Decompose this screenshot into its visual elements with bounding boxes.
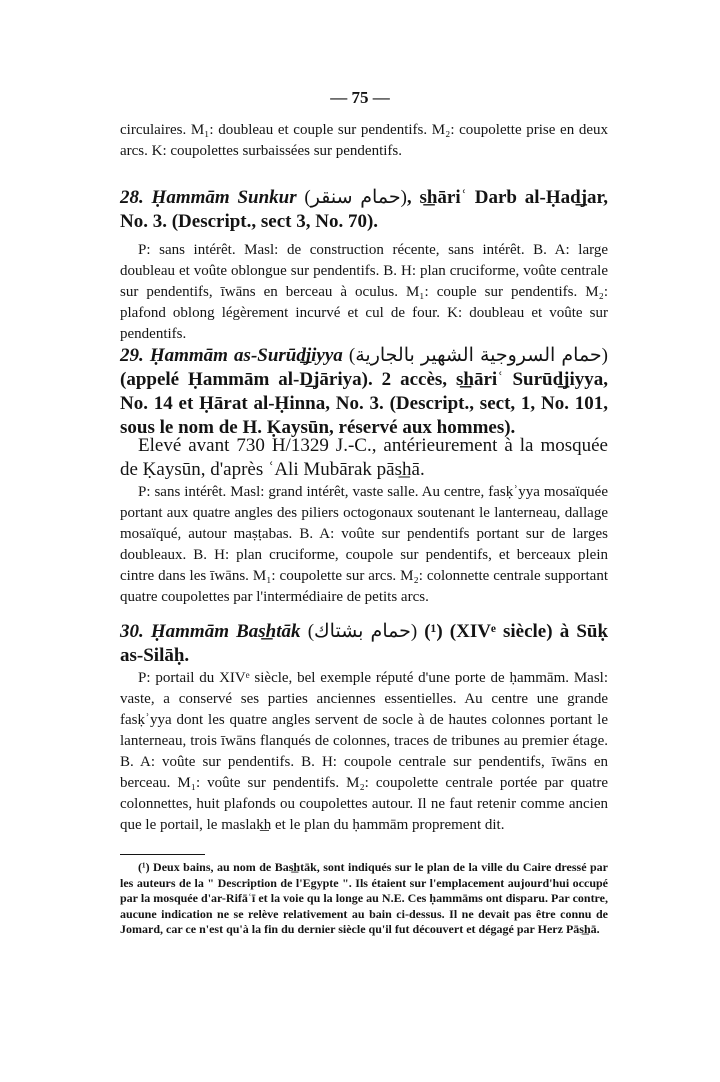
entry-29-title: 29. Ḥammām as-Surūd͟jiyya bbox=[120, 345, 343, 366]
entry-28-body: P: sans intérêt. Masl: de construction récente, sans intérêt. B. A: large doubleau et voûte oblongue sur pendentifs. B. H: plan cruciforme, voûte centrale sur pendentifs, īwāns en berceau à oculus. M₁: couple sur pendentifs. M₂: plafond oblong légèrement incurvé et cul de four. K: doubleau et voûte sur pendentifs. bbox=[120, 242, 608, 342]
footnote: (¹) Deux bains, au nom de Bas͟htāk, sont indiqués sur le plan de la ville du Caire dressé par les auteurs de la " Description de l'Egypte ". Ils étaient sur l'emplacement aujourd'hui occupé par la mosquée d'ar-Rifāʿī et la voie qu la longe au N.E. Ces ḥammāms ont disparu. Par contre, aucune indication ne se relève relativement au bain ci-dessus. Il ne devait pas être connu de Jomard, car ce n'est qu'à la fin du dernier siècle qu'il fut découvert et dégagé par Herz Pās͟hā. bbox=[120, 860, 608, 936]
entry-28-location: , s͟hāriʿ Darb al-Ḥad͟jar, No. 3. (Descript., sect 3, No. 70). bbox=[120, 187, 608, 232]
footnote-divider bbox=[120, 854, 205, 855]
entry-28-arabic: (حمام سنقر) bbox=[304, 187, 407, 208]
entry-29-arabic: (حمام السروجية الشهير بالجارية) bbox=[348, 345, 609, 366]
entry-30-body: P: portail du XIVᵉ siècle, bel exemple réputé d'une porte de ḥammām. Masl: vaste, a conservé ses parties anciennes essentielles. Au centre une grande fasḳʾyya dont les quatre angles servent de socle à de hautes colonnes portant le lanterneau, trois īwāns flanqués de colonnes, traces de tribunes au premier étage. B. A: voûte sur pendentifs. B. H: coupole centrale sur pendentifs, īwāns en berceau. M₁: voûte sur pendentifs. M₂: coupolette centrale portée par quatre colonnettes, huit plafonds ou coupolettes autour. Il ne faut retenir comme ancien que le portail, le maslak͟h et le plan du ḥammām proprement dit. bbox=[120, 670, 608, 833]
entry-28-heading bbox=[120, 186, 608, 234]
entry-29-body: P: sans intérêt. Masl: grand intérêt, vaste salle. Au centre, fasḳʾyya mosaïquée portant aux quatre angles des piliers octogonaux soutenant le lanterneau, dallage mosaïqué, autour maṣṭabas. B. A: voûte sur pendentifs portant sur de larges doubleaux. B. H: plan cruciforme, coupole sur pendentifs, et berceaux plein cintre dans les īwāns. M₁: coupolette sur arcs. M₂: colonnette centrale supportant quatre coupolettes par l'intermédiaire de petits arcs. bbox=[120, 484, 608, 605]
intro-paragraph: circulaires. M₁: doubleau et couple sur pendentifs. M₂: coupolette prise en deux arcs. K: coupolettes surbaissées sur pendentifs. bbox=[120, 122, 608, 159]
entry-30-title: 30. Ḥammām Bas͟htāk bbox=[120, 621, 301, 642]
entry-29-date-paragraph: Elevé avant 730 H/1329 J.-C., antérieurement à la mosquée de Ḳaysūn, d'après ʿAli Mubārak pās͟hā. bbox=[120, 435, 608, 480]
entry-30-location: (¹) (XIVᵉ siècle) à Sūḳ as-Silāḥ. bbox=[120, 621, 609, 666]
entry-30-arabic: (حمام بشتاك) bbox=[307, 621, 418, 642]
entry-30-heading bbox=[120, 620, 608, 668]
entry-29-location: (appelé Ḥammām al-D͟jāriya). 2 accès, s͟hāriʿ Surūd͟jiyya, No. 14 et Ḥārat al-Ḥinna, No. 3. (Descript., sect, 1, No. 101, sous le nom de H. Ḳaysūn, réservé aux hommes). bbox=[120, 369, 608, 438]
page-number: — 75 — bbox=[330, 88, 390, 107]
entry-28-title: 28. Ḥammām Sunkur bbox=[120, 187, 297, 208]
entry-29-heading bbox=[120, 344, 608, 440]
